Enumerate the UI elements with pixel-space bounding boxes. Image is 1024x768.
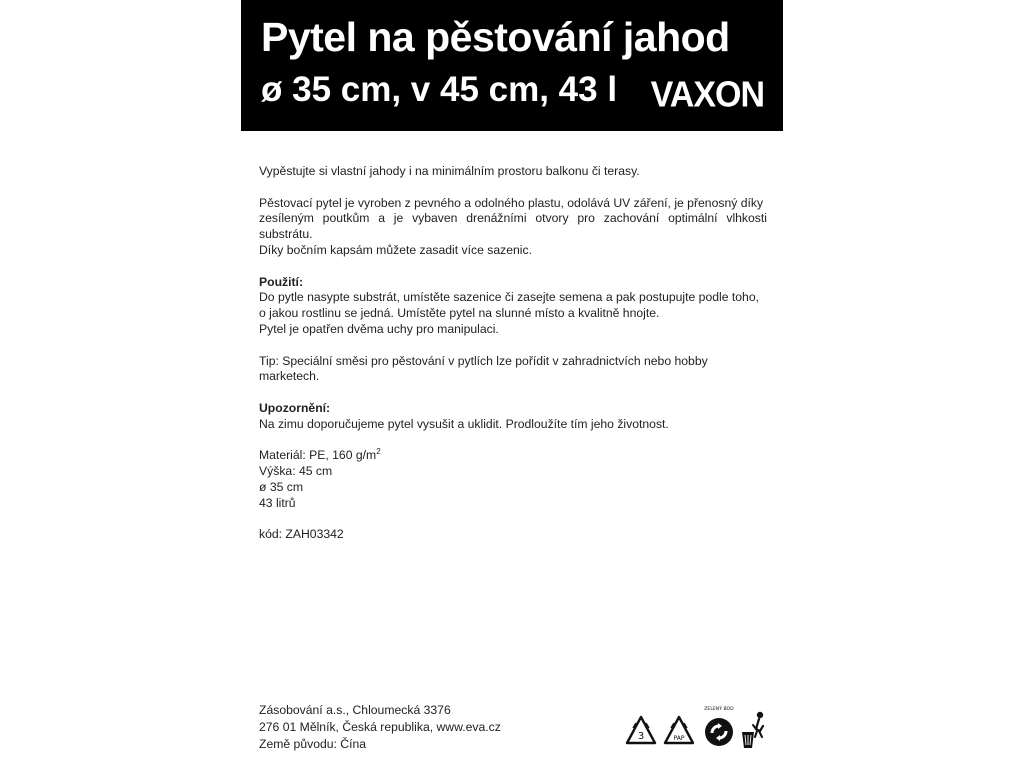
- recycling-icons: [624, 707, 774, 754]
- spec-volume: 43 litrů: [259, 495, 296, 510]
- tip-paragraph: Tip: Speciální směsi pro pěstování v pytlích lze pořídit v zahradnictvích nebo hobby marketech.: [259, 353, 708, 384]
- recycle-3-icon: [624, 714, 658, 748]
- country-of-origin: Země původu: Čína: [259, 737, 367, 751]
- company-name: Zásobování a.s., Chloumecká 3376: [259, 703, 451, 717]
- green-dot-label: ZELENÝ BOD: [704, 707, 734, 712]
- company-address: 276 01 Mělník, Česká republika, www.eva.cz: [259, 720, 501, 734]
- usage-section: [259, 275, 767, 338]
- product-label: [241, 0, 783, 768]
- usage-heading: Použití:: [259, 274, 304, 289]
- spec-material: Materiál: PE, 160 $g/m^2$: [259, 447, 381, 463]
- specs-section: [259, 448, 767, 511]
- recycle-pap-label: PAP: [673, 735, 685, 742]
- description-paragraph: [259, 196, 767, 259]
- spec-height: Výška: 45 cm: [259, 464, 333, 479]
- description-line: zesíleným poutkům a je vybaven drenážními otvory pro zachování optimální vlhkosti substrátu.: [259, 211, 767, 242]
- brand-logo: VAXON: [650, 75, 764, 115]
- tidyman-icon: [740, 710, 770, 750]
- usage-line: Do pytle nasypte substrát, umístěte sazenice či zasejte semena a pak postupujte podle toho,: [259, 290, 759, 305]
- product-code: kód: ZAH03342: [259, 527, 344, 542]
- warning-section: [259, 401, 767, 433]
- spec-diameter: ø 35 cm: [259, 479, 304, 494]
- product-description: [259, 164, 767, 559]
- warning-text: Na zimu doporučujeme pytel vysušit a uklidit. Prodloužíte tím jeho životnost.: [259, 416, 669, 431]
- green-dot-icon: [702, 704, 736, 750]
- usage-line: o jakou rostlinu se jedná. Umístěte pytel na slunné místo a kvalitně hnojte.: [259, 306, 660, 321]
- product-title: Pytel na pěstování jahod: [261, 14, 730, 60]
- recycle-pap-icon: [662, 714, 696, 748]
- warning-heading: Upozornění:: [259, 400, 331, 415]
- footer: [259, 702, 501, 753]
- recycle-number-label: 3: [637, 731, 645, 742]
- usage-line: Pytel je opatřen dvěma uchy pro manipulaci.: [259, 321, 499, 336]
- description-line: Díky bočním kapsám můžete zasadit více sazenic.: [259, 242, 532, 257]
- intro-paragraph: Vypěstujte si vlastní jahody i na minimálním prostoru balkonu či terasy.: [259, 164, 640, 178]
- description-line: Pěstovací pytel je vyroben z pevného a odolného plastu, odolává UV záření, je přenosný díky: [259, 195, 764, 210]
- product-dimensions: ø 35 cm, v 45 cm, 43 l: [261, 70, 618, 109]
- header-banner: [241, 0, 783, 131]
